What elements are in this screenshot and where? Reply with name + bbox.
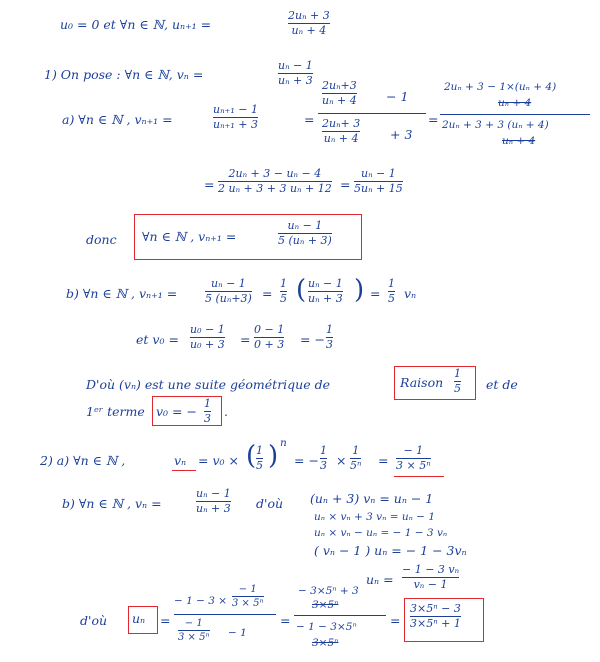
q2b-step4: ( vₙ − 1 ) uₙ = − 1 − 3vₙ bbox=[314, 543, 467, 558]
q1b-eq3: = bbox=[240, 332, 251, 347]
q2b-fa-den-frac-num: − 1 bbox=[184, 618, 203, 629]
q1b-f1-num: uₙ − 1 bbox=[211, 277, 246, 290]
q2a-paren-frac bbox=[256, 445, 263, 472]
q2b-dou: d'où bbox=[256, 496, 284, 511]
q2a-rparen: ) bbox=[268, 441, 279, 471]
q2b-fb-num-sub: 3×5ⁿ bbox=[312, 599, 339, 611]
q1b-raison-label: Raison bbox=[400, 375, 444, 390]
q2b-fa-den-frac bbox=[178, 618, 210, 643]
q1b-v0b-den: 0 + 3 bbox=[254, 338, 285, 351]
q1b-v0b-num: 0 − 1 bbox=[254, 323, 285, 336]
q1b-v0c-frac bbox=[326, 324, 333, 351]
q1b-v0b-frac bbox=[254, 324, 284, 351]
q1a-f2-b bbox=[322, 118, 360, 145]
q1b-v0-frac bbox=[190, 324, 225, 351]
q1b-premier-terme: 1ᵉʳ terme bbox=[86, 404, 145, 419]
q1b-eq4: = − bbox=[300, 332, 325, 347]
q2a-eq3: = bbox=[378, 453, 389, 468]
q1a-f5-den: 5uₙ + 15 bbox=[354, 182, 403, 195]
q2a-r-den: 3 × 5ⁿ bbox=[396, 459, 431, 472]
q1a-frac2 bbox=[318, 80, 426, 150]
q1b-v0-den: u₀ + 3 bbox=[190, 338, 225, 351]
q1a-f3-den-main: 2uₙ + 3 + 3 (uₙ + 4) bbox=[442, 119, 549, 131]
q1-def-num: uₙ − 1 bbox=[278, 59, 313, 72]
q2b-final-eq: = bbox=[160, 613, 171, 628]
q2b-eq-c: = bbox=[390, 613, 401, 628]
q1b-c2-tail: vₙ bbox=[404, 286, 417, 301]
q1a-f2-b-den: uₙ + 4 bbox=[323, 132, 359, 145]
q1b-raison-den: 5 bbox=[454, 382, 461, 395]
q1a-f5-num: uₙ − 1 bbox=[360, 167, 396, 180]
header-initial-condition: u₀ = 0 et ∀n ∈ ℕ, uₙ₊₁ = bbox=[60, 17, 212, 32]
q1b-paren-num: uₙ − 1 bbox=[308, 277, 343, 290]
q1b-v0-box-label: v₀ = − bbox=[156, 404, 197, 419]
q2a-paren-den: 5 bbox=[256, 459, 263, 472]
q1a-eq: = bbox=[304, 112, 315, 127]
q1b-eq2: = bbox=[370, 286, 381, 301]
q1b-v0-box-frac bbox=[204, 398, 211, 425]
q2b-fb-bar bbox=[294, 615, 386, 616]
q1a-f2-a-den: uₙ + 4 bbox=[322, 94, 357, 107]
q2b-fb bbox=[294, 584, 386, 656]
header-rec-denominator: uₙ + 4 bbox=[291, 24, 327, 37]
q2a-q-frac bbox=[350, 445, 361, 472]
q2b-fa bbox=[174, 584, 276, 652]
q2a-paren-num: 1 bbox=[256, 444, 263, 457]
q1-def-den: uₙ + 3 bbox=[278, 74, 313, 87]
q2a-r-frac bbox=[396, 445, 431, 472]
header-rec-numerator: 2uₙ + 3 bbox=[288, 9, 330, 22]
q1b-v0c-den: 3 bbox=[326, 338, 333, 351]
q2a-vn-underline bbox=[172, 470, 196, 471]
q1a-boxed-frac bbox=[278, 220, 332, 247]
q2a-exp: n bbox=[280, 437, 287, 449]
q2b-label: b) ∀n ∈ ℕ , vₙ = bbox=[62, 496, 162, 511]
q1b-lparen: ( bbox=[296, 275, 307, 305]
q2b-def-frac bbox=[196, 488, 231, 515]
q2b-def-num: uₙ − 1 bbox=[196, 487, 231, 500]
q1b-c2-num: 1 bbox=[388, 277, 395, 290]
q1a-donc: donc bbox=[86, 232, 117, 247]
q2a-r-num: − 1 bbox=[403, 444, 424, 457]
q2a-times: × bbox=[336, 453, 347, 468]
q1a-f4-num: 2uₙ + 3 − uₙ − 4 bbox=[228, 167, 322, 180]
header-recurrence-fraction bbox=[288, 10, 330, 37]
q1b-label: b) ∀n ∈ ℕ , vₙ₊₁ = bbox=[66, 286, 178, 301]
q1b-raison-num: 1 bbox=[454, 367, 461, 380]
q1b-v0-box-den: 3 bbox=[204, 412, 211, 425]
q2a-p-num: 1 bbox=[320, 444, 327, 457]
q1a-f2-a bbox=[322, 80, 357, 107]
q1b-paren-frac bbox=[308, 278, 343, 305]
q1a-f2-b-num: 2uₙ+ 3 bbox=[322, 117, 361, 130]
q1a-f3-num-main: 2uₙ + 3 − 1×(uₙ + 4) bbox=[444, 81, 557, 93]
q2a-eq: = v₀ × bbox=[198, 453, 239, 468]
q2b-fa-den-tail: − 1 bbox=[228, 627, 247, 639]
q1a-f3-den-sub: uₙ + 4 bbox=[502, 135, 536, 147]
q1b-c2 bbox=[388, 278, 395, 305]
q1a-label: a) ∀n ∈ ℕ , vₙ₊₁ = bbox=[62, 112, 173, 127]
q1a-frac3 bbox=[440, 80, 590, 152]
q1b-dot: . bbox=[224, 404, 228, 419]
q1b-raison-frac bbox=[454, 368, 461, 395]
q1b-v0-num: u₀ − 1 bbox=[190, 323, 225, 336]
q1a-frac5 bbox=[354, 168, 403, 195]
q2b-s5-den: vₙ − 1 bbox=[413, 578, 448, 591]
q2b-final-dou: d'où bbox=[80, 613, 108, 628]
q1a-f4-den: 2 uₙ + 3 + 3 uₙ + 12 bbox=[218, 182, 332, 195]
q1-vn-definition bbox=[278, 60, 313, 87]
q1b-c1 bbox=[280, 278, 287, 305]
q1a-f2-plus3: + 3 bbox=[390, 127, 413, 142]
q2b-step5-lhs: uₙ = bbox=[366, 572, 394, 587]
q1a-boxed-lhs: ∀n ∈ ℕ , vₙ₊₁ = bbox=[142, 229, 237, 244]
q2b-fb-num-main: − 3×5ⁿ + 3 bbox=[298, 585, 359, 597]
q1b-conclusion: D'où (vₙ) est une suite géométrique de bbox=[86, 377, 330, 392]
q2b-fa-num-sub bbox=[232, 584, 264, 609]
q1b-frac1 bbox=[205, 278, 252, 305]
q1b-rparen: ) bbox=[354, 275, 365, 305]
q1b-c1-num: 1 bbox=[280, 277, 287, 290]
q2b-fb-den-main: − 1 − 3×5ⁿ bbox=[296, 621, 357, 633]
q1a-boxed-den: 5 (uₙ + 3) bbox=[278, 234, 332, 247]
q1b-v0c-num: 1 bbox=[326, 323, 333, 336]
q1a-f2-minus1: − 1 bbox=[386, 89, 409, 104]
q1b-v0-box-num: 1 bbox=[204, 397, 211, 410]
q2b-fa-num-sub-num: − 1 bbox=[238, 584, 257, 595]
q2a-result-underline bbox=[394, 476, 444, 477]
q2b-fa-bar bbox=[174, 614, 276, 615]
q2a-lparen: ( bbox=[246, 441, 257, 471]
q1a-f2-bar bbox=[318, 113, 426, 114]
q1b-c2-den: 5 bbox=[388, 292, 395, 305]
q1a-eq2: = bbox=[428, 112, 439, 127]
q2a-p-den: 3 bbox=[320, 459, 327, 472]
q1a-f1-num: uₙ₊₁ − 1 bbox=[213, 103, 258, 116]
q1b-eq1: = bbox=[262, 286, 273, 301]
q1a-f5-eq: = bbox=[340, 177, 351, 192]
q2b-def-den: uₙ + 3 bbox=[196, 502, 231, 515]
q1a-line2-eq: = bbox=[204, 177, 215, 192]
q2a-label: 2) a) ∀n ∈ ℕ , bbox=[40, 453, 126, 468]
q2a-q-den: 5ⁿ bbox=[350, 459, 362, 472]
q2b-step2: uₙ × vₙ + 3 vₙ = uₙ − 1 bbox=[314, 511, 436, 523]
q1a-f3-bar bbox=[440, 114, 590, 115]
q2b-fa-num-sub-den: 3 × 5ⁿ bbox=[232, 598, 264, 609]
q2b-fa-den-frac-den: 3 × 5ⁿ bbox=[178, 632, 210, 643]
q1a-frac1 bbox=[213, 104, 258, 131]
q2a-q-num: 1 bbox=[352, 444, 360, 457]
q2b-step1: (uₙ + 3) vₙ = uₙ − 1 bbox=[310, 491, 434, 506]
q1b-f1-den: 5 (uₙ+3) bbox=[205, 292, 252, 305]
q2b-step5-frac bbox=[402, 564, 459, 591]
q2a-vn: vₙ bbox=[174, 453, 187, 468]
q1b-et-v0: et v₀ = bbox=[136, 332, 179, 347]
q2b-fc-num: 3×5ⁿ − 3 bbox=[410, 602, 461, 615]
q1a-f1-den: uₙ₊₁ + 3 bbox=[213, 118, 258, 131]
q2a-eq2: = − bbox=[294, 453, 319, 468]
q1-label: 1) On pose : ∀n ∈ ℕ, vₙ = bbox=[44, 67, 204, 82]
q2b-fc-frac bbox=[410, 603, 461, 630]
q1b-paren-den: uₙ + 3 bbox=[308, 292, 343, 305]
q2b-step3: uₙ × vₙ − uₙ = − 1 − 3 vₙ bbox=[314, 527, 448, 539]
q2a-p-frac bbox=[320, 445, 327, 472]
q1a-f3-num-sub: uₙ + 4 bbox=[498, 97, 532, 109]
q2b-fc-den: 3×5ⁿ + 1 bbox=[410, 617, 461, 630]
q2b-s5-num: − 1 − 3 vₙ bbox=[402, 563, 460, 576]
q2b-fa-num-main: − 1 − 3 × bbox=[174, 595, 228, 607]
q2b-fb-den-sub: 3×5ⁿ bbox=[312, 637, 339, 649]
q1b-c1-den: 5 bbox=[280, 292, 287, 305]
q2b-final-un: uₙ bbox=[132, 611, 146, 626]
q1a-f2-a-num: 2uₙ+3 bbox=[322, 79, 357, 92]
q1a-frac4 bbox=[218, 168, 332, 195]
q2b-eq-b: = bbox=[280, 613, 291, 628]
q1a-boxed-num: uₙ − 1 bbox=[287, 219, 323, 232]
q1b-et-de: et de bbox=[486, 377, 518, 392]
